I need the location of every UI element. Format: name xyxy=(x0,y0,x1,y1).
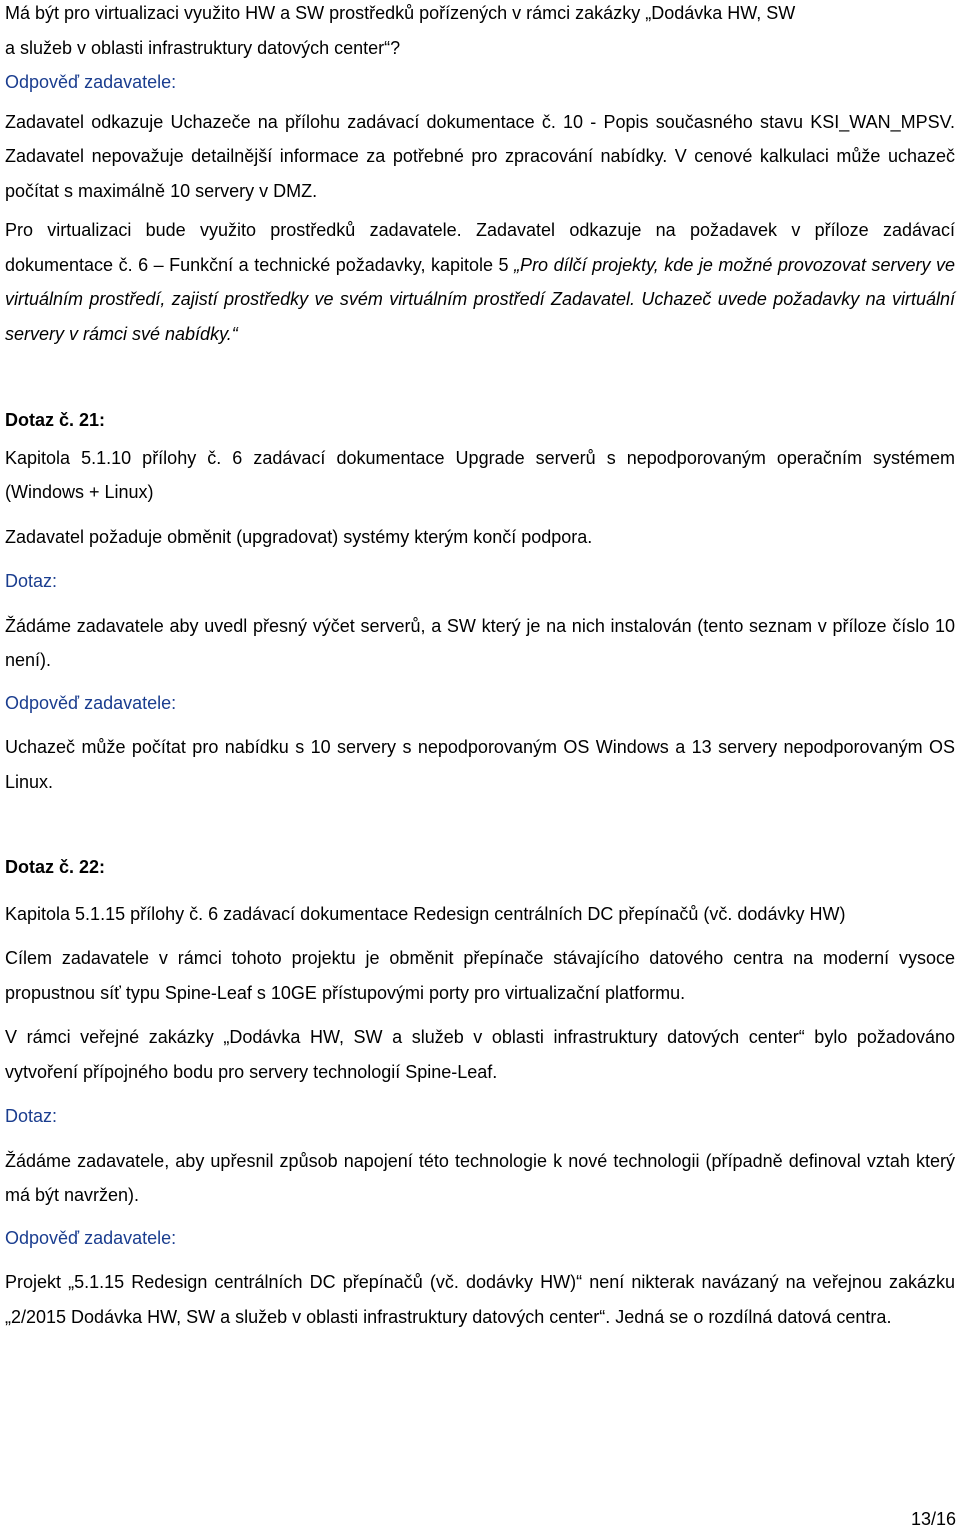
q20-question-line-1: Má být pro virtualizaci využito HW a SW prostředků pořízených v rámci zakázky „Dodávka HW, SW xyxy=(5,3,796,23)
q22-answer-label: Odpověď zadavatele: xyxy=(5,1227,177,1248)
q20-answer-paragraph-2 xyxy=(5,213,955,351)
document-page xyxy=(5,0,955,1334)
page-number: 13/16 xyxy=(910,1509,956,1529)
q22-chapter: Kapitola 5.1.15 přílohy č. 6 zadávací dokumentace Redesign centrálních DC přepínačů (vč. dodávky HW) xyxy=(5,903,846,924)
q20-answer-quote: „Pro dílčí projekty, kde je možné provozovat servery ve virtuálním prostředí, zajistí prostředky ve svém virtuálním prostředí Zadavatel. Uchazeč uvede požadavky na virtuální servery v rámci své nabídky.“ xyxy=(5,254,955,344)
q22-paragraph-2: V rámci veřejné zakázky „Dodávka HW, SW a služeb v oblasti infrastruktury datových center“ bylo požadováno vytvoření přípojného bodu pro servery technologií Spine-Leaf. xyxy=(5,1027,955,1082)
q22-question: Žádáme zadavatele, aby upřesnil způsob napojení této technologie k nové technologii (případně definoval vztah který má být navržen). xyxy=(5,1150,955,1205)
q21-answer-label: Odpověď zadavatele: xyxy=(5,692,177,713)
q20-answer-label: Odpověď zadavatele: xyxy=(5,72,177,92)
q21-heading: Dotaz č. 21: xyxy=(5,410,106,430)
q20-answer-paragraph-2-text: Pro virtualizaci bude využito prostředků zadavatele. Zadavatel odkazuje na požadavek v příloze zadávací dokumentace č. 6 – Funkční a technické požadavky, kapitole 5 xyxy=(5,220,955,275)
q20-question-line-2: a služeb v oblasti infrastruktury datových center“? xyxy=(5,37,401,58)
q21-question-label: Dotaz: xyxy=(5,571,58,591)
q20-answer-paragraph-1: Zadavatel odkazuje Uchazeče na přílohu zadávací dokumentace č. 10 - Popis současného stavu KSI_WAN_MPSV. Zadavatel nepovažuje detailnější informace za potřebné pro zpracování nabídky. V cenové kalkulaci může uchazeč počítat s maximálně 10 servery v DMZ. xyxy=(5,111,955,201)
q21-answer: Uchazeč může počítat pro nabídku s 10 servery s nepodporovaným OS Windows a 13 servery nepodporovaným OS Linux. xyxy=(5,737,955,792)
q21-question: Žádáme zadavatele aby uvedl přesný výčet serverů, a SW který je na nich instalován (tento seznam v příloze číslo 10 není). xyxy=(5,615,955,670)
q22-answer: Projekt „5.1.15 Redesign centrálních DC přepínačů (vč. dodávky HW)“ není nikterak navázaný na veřejnou zakázku „2/2015 Dodávka HW, SW a služeb v oblasti infrastruktury datových center“. Jedná se o rozdílná datová centra. xyxy=(5,1272,955,1327)
q22-paragraph-1: Cílem zadavatele v rámci tohoto projektu je obměnit přepínače stávajícího datového centra na moderní vysoce propustnou síť typu Spine-Leaf s 10GE přístupovými porty pro virtualizační platformu. xyxy=(5,948,955,1003)
q21-requirement: Zadavatel požaduje obměnit (upgradovat) systémy kterým končí podpora. xyxy=(5,526,593,547)
q22-question-label: Dotaz: xyxy=(5,1106,58,1126)
q22-heading: Dotaz č. 22: xyxy=(5,857,106,877)
q21-chapter: Kapitola 5.1.10 přílohy č. 6 zadávací dokumentace Upgrade serverů s nepodporovaným operačním systémem (Windows + Linux) xyxy=(5,447,955,502)
